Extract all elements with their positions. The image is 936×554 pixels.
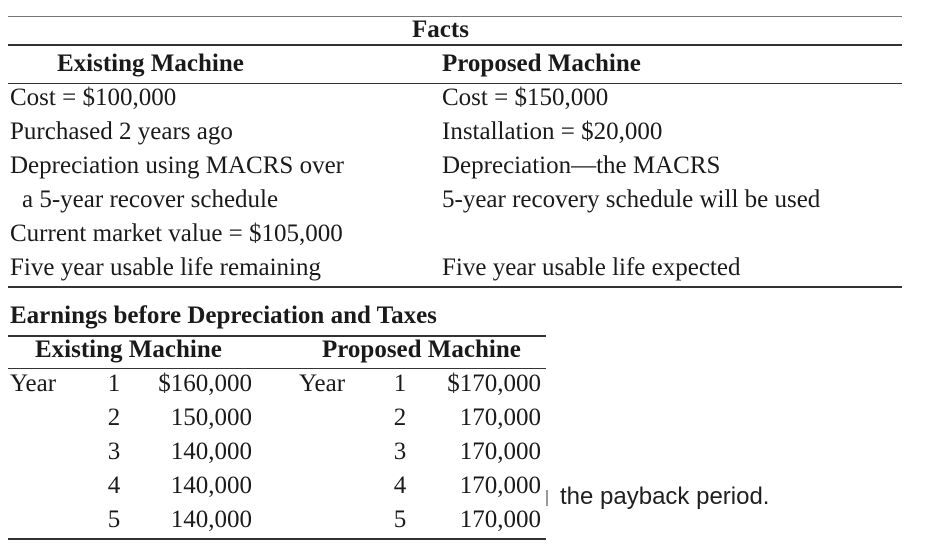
facts-bottom-rule (8, 286, 902, 288)
proposed-earnings-3: 170,000 (459, 438, 541, 465)
existing-year-3: 3 (107, 438, 121, 465)
proposed-depreciation: Depreciation—the MACRS (442, 152, 721, 179)
proposed-earnings-2: 170,000 (459, 404, 541, 431)
facts-heading-rule (8, 44, 902, 46)
existing-year-5: 5 (107, 506, 121, 533)
existing-purchased: Purchased 2 years ago (10, 118, 233, 145)
existing-year-label: Year (10, 370, 57, 397)
proposed-earnings-4: 170,000 (459, 472, 541, 499)
existing-year-4: 4 (107, 472, 121, 499)
proposed-year-3: 3 (393, 438, 407, 465)
existing-cost: Cost = $100,000 (10, 84, 177, 111)
existing-earnings-5: 140,000 (170, 506, 252, 533)
existing-usable-life: Five year usable life remaining (10, 254, 321, 281)
existing-year-1: 1 (107, 370, 121, 397)
proposed-year-2: 2 (393, 404, 407, 431)
facts-heading: Facts (412, 16, 469, 43)
proposed-year-label: Year (299, 370, 346, 397)
earnings-bottom-rule (8, 538, 546, 540)
existing-market-value: Current market value = $105,000 (10, 220, 343, 247)
proposed-installation: Installation = $20,000 (442, 118, 663, 145)
proposed-year-4: 4 (393, 472, 407, 499)
proposed-cost: Cost = $150,000 (442, 84, 609, 111)
proposed-usable-life: Five year usable life expected (442, 254, 741, 281)
existing-schedule: a 5-year recover schedule (22, 186, 279, 213)
existing-earnings-3: 140,000 (170, 438, 252, 465)
earnings-existing-header: Existing Machine (35, 336, 222, 363)
existing-depreciation: Depreciation using MACRS over (10, 152, 344, 179)
table-edge-mark (546, 490, 548, 506)
existing-earnings-1: $160,000 (158, 370, 252, 397)
existing-year-2: 2 (107, 404, 121, 431)
existing-earnings-2: 150,000 (170, 404, 252, 431)
proposed-machine-header: Proposed Machine (442, 50, 641, 77)
existing-machine-header: Existing Machine (57, 50, 244, 77)
earnings-proposed-header: Proposed Machine (322, 336, 521, 363)
question-fragment: the payback period. (560, 483, 770, 510)
proposed-schedule: 5-year recovery schedule will be used (442, 186, 821, 213)
earnings-title: Earnings before Depreciation and Taxes (10, 302, 437, 329)
proposed-earnings-5: 170,000 (459, 506, 541, 533)
proposed-earnings-1: $170,000 (447, 370, 541, 397)
existing-earnings-4: 140,000 (170, 472, 252, 499)
proposed-year-1: 1 (393, 370, 407, 397)
earnings-header-rule (8, 368, 546, 369)
proposed-year-5: 5 (393, 506, 407, 533)
